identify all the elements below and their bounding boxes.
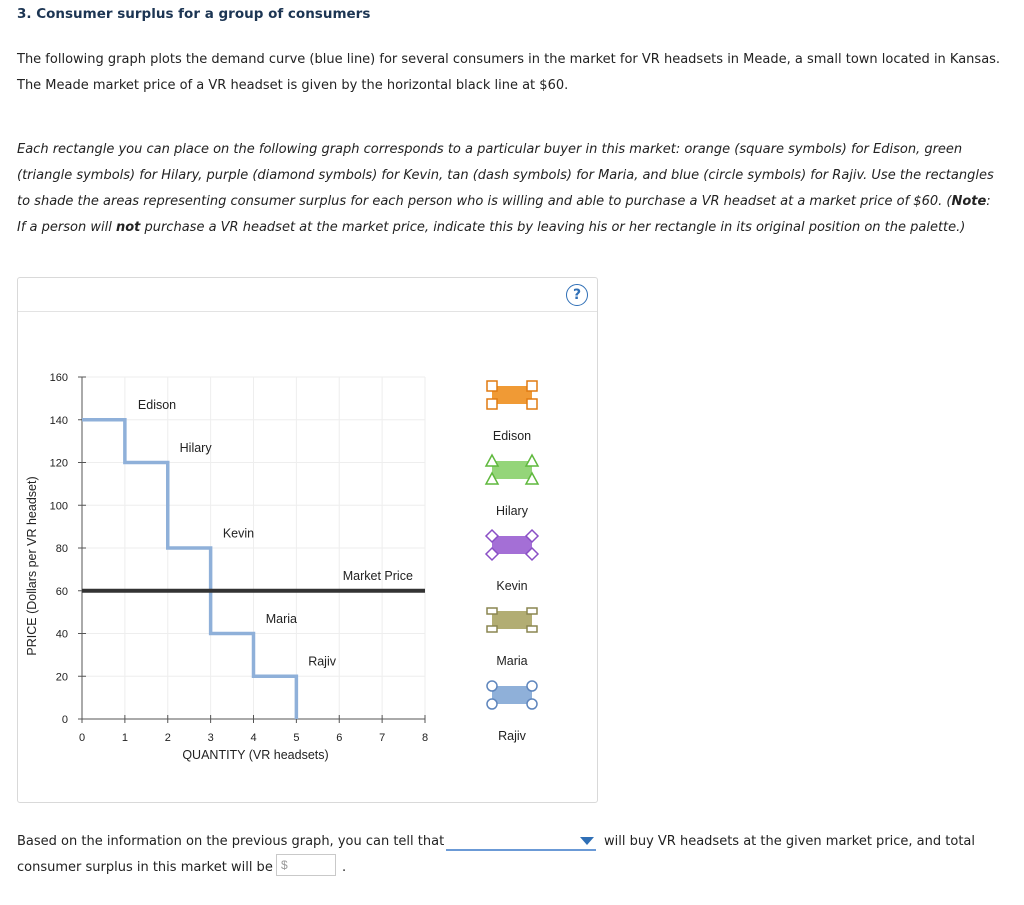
panel-header [18,278,597,312]
dash-symbol [487,626,497,632]
answer-text-after: will buy VR headsets at the given market price, and total [604,834,975,849]
question-title: 3. Consumer surplus for a group of consumers [17,6,371,22]
chevron-down-icon [580,837,594,845]
circle-symbol [527,699,537,709]
palette-rect-hilary [492,461,532,479]
y-tick-label: 100 [49,500,68,513]
answer-line-2: consumer surplus in this market will be [17,860,273,875]
annotation-hilary: Hilary [179,440,212,455]
instructions-text-2: : If a person will [17,194,991,235]
y-tick-label: 20 [55,671,68,684]
palette-label-maria: Maria [496,654,528,668]
triangle-symbol [486,455,498,466]
palette-maria[interactable] [487,608,537,668]
dash-symbol [527,626,537,632]
x-tick-label: 5 [293,732,300,744]
y-axis-label: PRICE (Dollars per VR headset) [25,476,39,656]
square-symbol [487,381,497,391]
palette-hilary[interactable] [486,455,538,518]
x-tick-label: 4 [250,732,257,744]
annotation-rajiv: Rajiv [308,654,336,669]
not-emphasis: not [115,220,141,235]
x-tick-label: 7 [379,732,386,744]
demand-curve [82,420,296,719]
y-tick-label: 120 [49,457,68,470]
square-symbol [487,399,497,409]
graph-panel [17,277,598,803]
help-button[interactable]: ? [566,284,588,306]
answer-text-before: Based on the information on the previous graph, you can tell that [17,834,445,849]
circle-symbol [487,699,497,709]
x-tick-label: 3 [207,732,214,744]
triangle-symbol [526,455,538,466]
y-tick-label: 80 [55,543,68,555]
consumer-surplus-input[interactable]: $ [276,854,336,876]
rectangle-palette [458,368,578,768]
palette-rect-edison [492,386,532,404]
palette-rect-rajiv [492,686,532,704]
instructions-text-1: Each rectangle you can place on the following graph corresponds to a particular buyer in this market: orange (square symbols) for Edison, green (triangle symbols) for Hilary, purple (diamond symbols) for Kevin, tan (dash symbols) for Maria, and blue (circle symbols) for Rajiv. Use the rectangles to shade the areas representing consumer surplus for each person who is willing and able to purchase a VR headset at a market price of $60. ( [17,142,994,209]
y-tick-label: 160 [49,372,68,384]
annotation-maria: Maria [265,611,298,626]
dash-symbol [487,608,497,614]
palette-label-rajiv: Rajiv [498,729,526,743]
circle-symbol [487,681,497,691]
y-tick-label: 0 [61,714,68,726]
annotation-edison: Edison [137,398,177,413]
x-tick-label: 8 [421,732,429,744]
intro-line-1: The following graph plots the demand curve (blue line) for several consumers in the market for VR headsets in Meade, a small town located in Kansas. [17,52,1001,67]
buyers-dropdown[interactable] [446,833,596,851]
palette-rajiv[interactable] [487,681,537,743]
annotation-market-price: Market Price [342,569,413,584]
palette-rect-maria [492,611,532,629]
palette-label-hilary: Hilary [496,504,528,518]
square-symbol [527,381,537,391]
intro-paragraph [17,47,1007,99]
answer-period: . [342,860,347,875]
dash-symbol [527,608,537,614]
x-axis-label: QUANTITY (VR headsets) [182,748,329,762]
instructions-paragraph [17,137,1002,241]
circle-symbol [527,681,537,691]
annotation-kevin: Kevin [222,526,255,541]
y-tick-label: 60 [55,585,68,598]
palette-edison[interactable] [487,381,537,443]
palette-label-kevin: Kevin [496,579,528,593]
note-label: Note [951,194,987,209]
x-tick-label: 2 [164,732,171,744]
intro-line-2: The Meade market price of a VR headset is given by the horizontal black line at $60. [17,78,569,93]
palette-label-edison: Edison [492,429,532,443]
x-tick-label: 6 [336,732,343,744]
x-tick-label: 1 [121,732,128,744]
y-tick-label: 140 [49,414,68,427]
y-tick-label: 40 [55,628,68,641]
x-tick-label: 0 [78,732,86,744]
instructions-text-3: purchase a VR headset at the market price, indicate this by leaving his or her rectangle in its original position on the palette.) [140,220,966,235]
square-symbol [527,399,537,409]
palette-rect-kevin [492,536,532,554]
palette-kevin[interactable] [486,530,538,593]
